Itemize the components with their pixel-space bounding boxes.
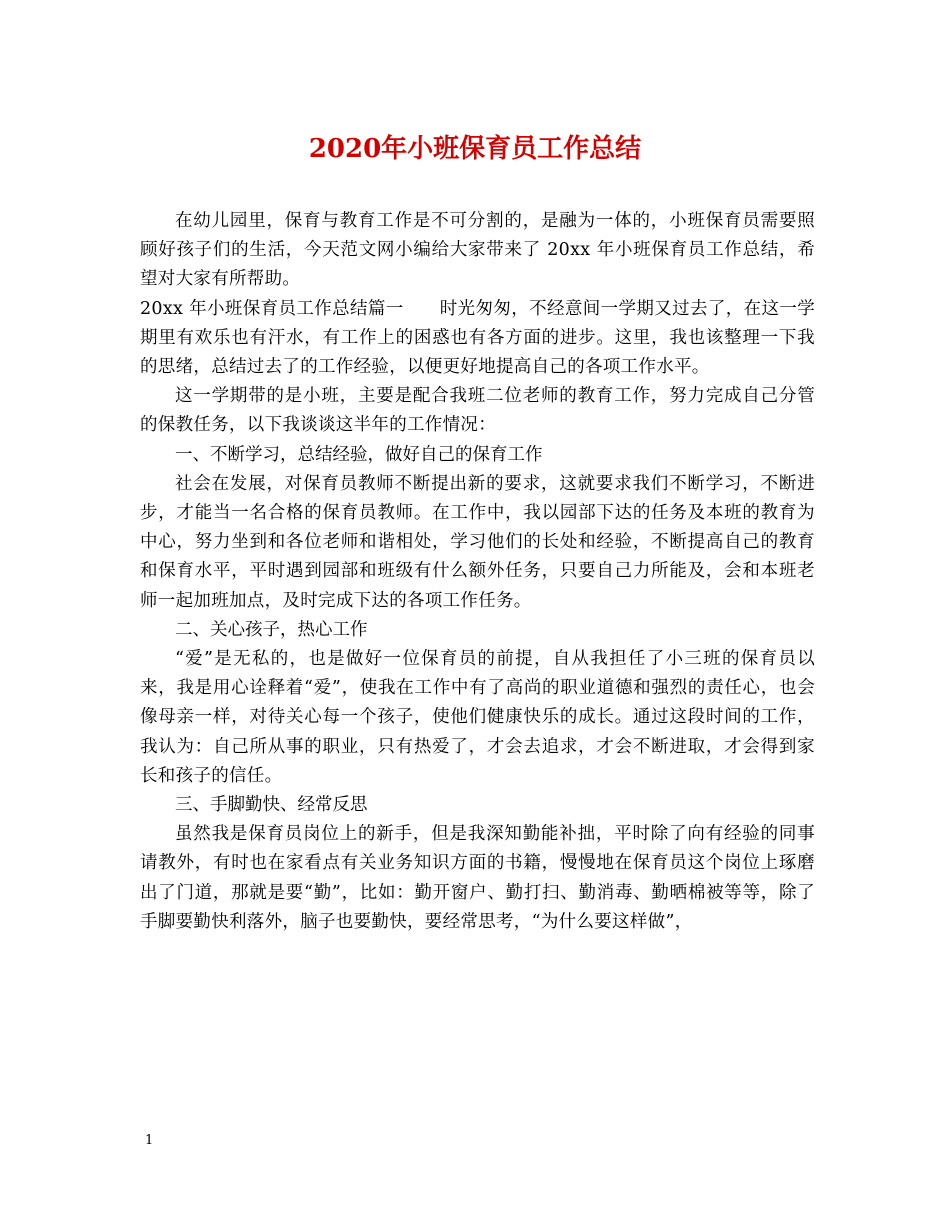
part-title: 20xx 年小班保育员工作总结篇一: [140, 298, 404, 319]
page-number: 1: [145, 1133, 154, 1148]
part-intro: 时光匆匆，不经意间一学期又过去了，在这一学期里有欢乐也有汗水，有工作上的困惑也有各方面的进步。这里，我也该整理一下我的思绪，总结过去了的工作经验，以便更好地提高自己的各项工作水平。: [140, 298, 815, 378]
part-paragraph: [140, 295, 815, 383]
document-body: [140, 207, 815, 937]
section-heading-1: 一、不断学习，总结经验，做好自己的保育工作: [175, 444, 543, 465]
section-body-2: “爱”是无私的，也是做好一位保育员的前提，自从我担任了小三班的保育员以来，我是用心诠释着“爱”，使我在工作中有了高尚的职业道德和强烈的责任心，也会像母亲一样，对待关心每一个孩子，使他们健康快乐的成长。通过这段时间的工作，我认为：自己所从事的职业，只有热爱了，才会去追求，才会不断进取，才会得到家长和孩子的信任。: [140, 649, 815, 786]
section-body-1: 社会在发展，对保育员教师不断提出新的要求，这就要求我们不断学习，不断进步，才能当一名合格的保育员教师。在工作中，我以园部下达的任务及本班的教育为中心，努力坐到和各位老师和谐相处，学习他们的长处和经验，不断提高自己的教育和保育水平，平时遇到园部和班级有什么额外任务，只要自己力所能及，会和本班老师一起加班加点，及时完成下达的各项工作任务。: [140, 473, 815, 611]
section-heading-2: 二、关心孩子，热心工作: [175, 619, 368, 640]
section-heading-3: 三、手脚勤快、经常反思: [175, 795, 368, 816]
intro-paragraph: 在幼儿园里，保育与教育工作是不可分割的，是融为一体的，小班保育员需要照顾好孩子们的生活，今天范文网小编给大家带来了 20xx 年小班保育员工作总结，希望对大家有所帮助。: [140, 211, 815, 290]
document-title: 2020年小班保育员工作总结: [308, 134, 642, 164]
overview-paragraph: 这一学期带的是小班，主要是配合我班二位老师的教育工作，努力完成自己分管的保教任务，以下我谈谈这半年的工作情况：: [140, 386, 815, 436]
section-body-3: 虽然我是保育员岗位上的新手，但是我深知勤能补拙，平时除了向有经验的同事请教外，有时也在家看点有关业务知识方面的书籍，慢慢地在保育员这个岗位上琢磨出了门道，那就是要“勤”，比如：勤开窗户、勤打扫、勤消毒、勤晒棉被等等，除了手脚要勤快利落外，脑子也要勤快，要经常思考，“为什么要这样做”，: [140, 824, 815, 932]
